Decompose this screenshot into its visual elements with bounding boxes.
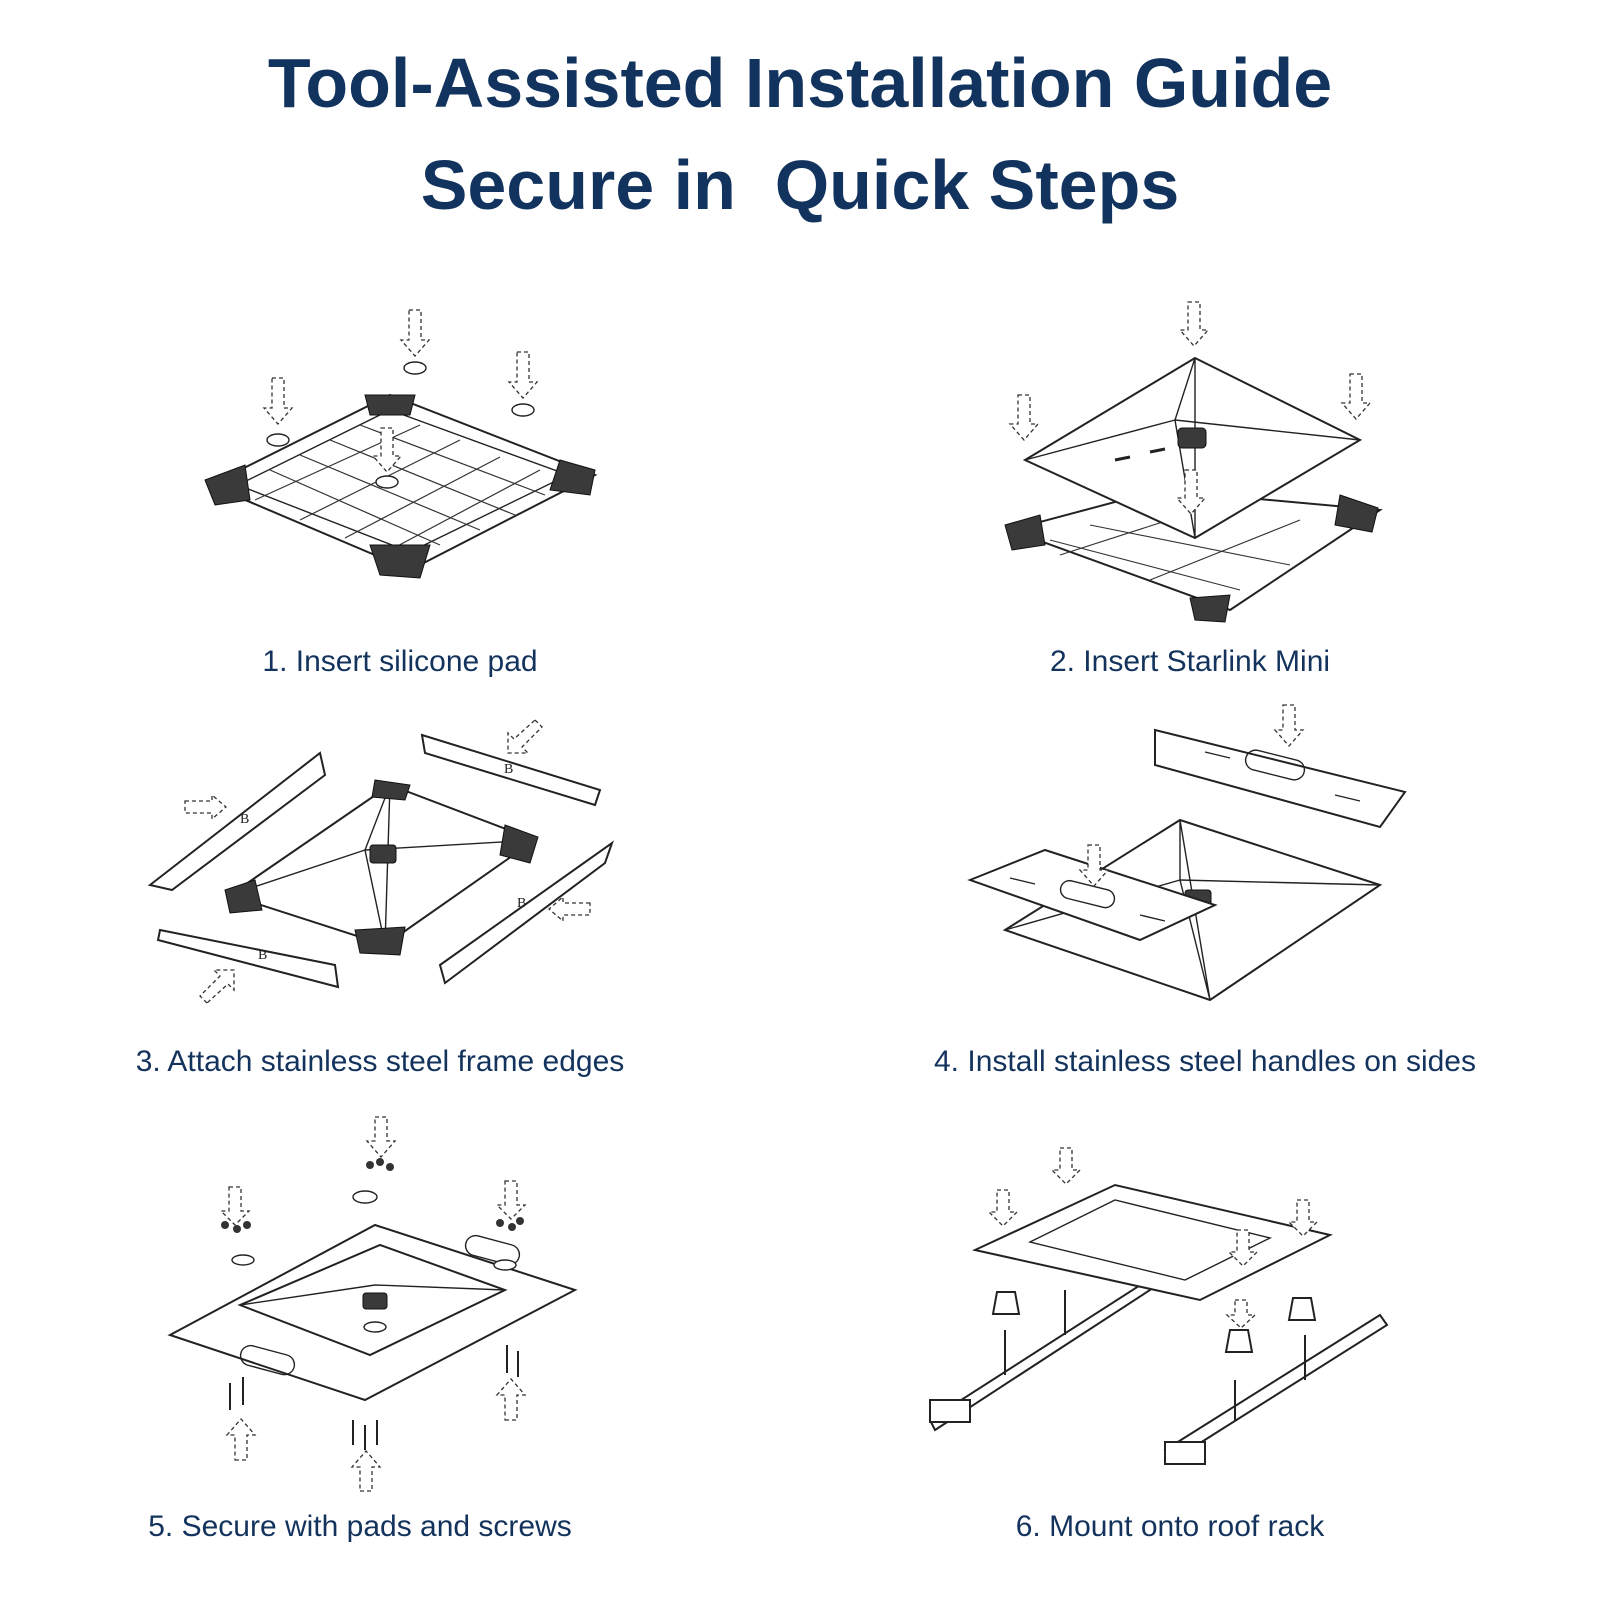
step-1-caption: 1. Insert silicone pad [262,645,538,678]
step-6-illustration [925,1130,1395,1470]
step-6-caption: 6. Mount onto roof rack [1015,1510,1325,1543]
right-arrow-icon [185,795,226,819]
base-frame [205,395,595,578]
rubber-foot-icon [993,1292,1315,1352]
frame-edge-letter: B [504,762,514,777]
step-5-caption: 5. Secure with pads and screws [148,1510,572,1543]
step-4-caption: 4. Install stainless steel handles on sides [934,1045,1476,1078]
step-2-illustration [1000,300,1390,630]
step-1-illustration [190,300,610,600]
frame-edge-letter: B [258,948,268,963]
step-3-illustration [150,715,620,1015]
step-3-caption: 3. Attach stainless steel frame edges [135,1045,625,1078]
step-2-caption: 2. Insert Starlink Mini [1049,645,1331,678]
frame-edge-letter: B [240,812,250,827]
page-subtitle: Secure in Quick Steps [420,146,1180,224]
page-title: Tool-Assisted Installation Guide [267,44,1333,122]
frame-edge-letter: B [517,896,527,911]
mounting-plate [975,1185,1330,1300]
step-4-illustration [965,700,1415,1020]
down-arrow-icon [221,1117,525,1225]
step-5-illustration [165,1115,585,1495]
